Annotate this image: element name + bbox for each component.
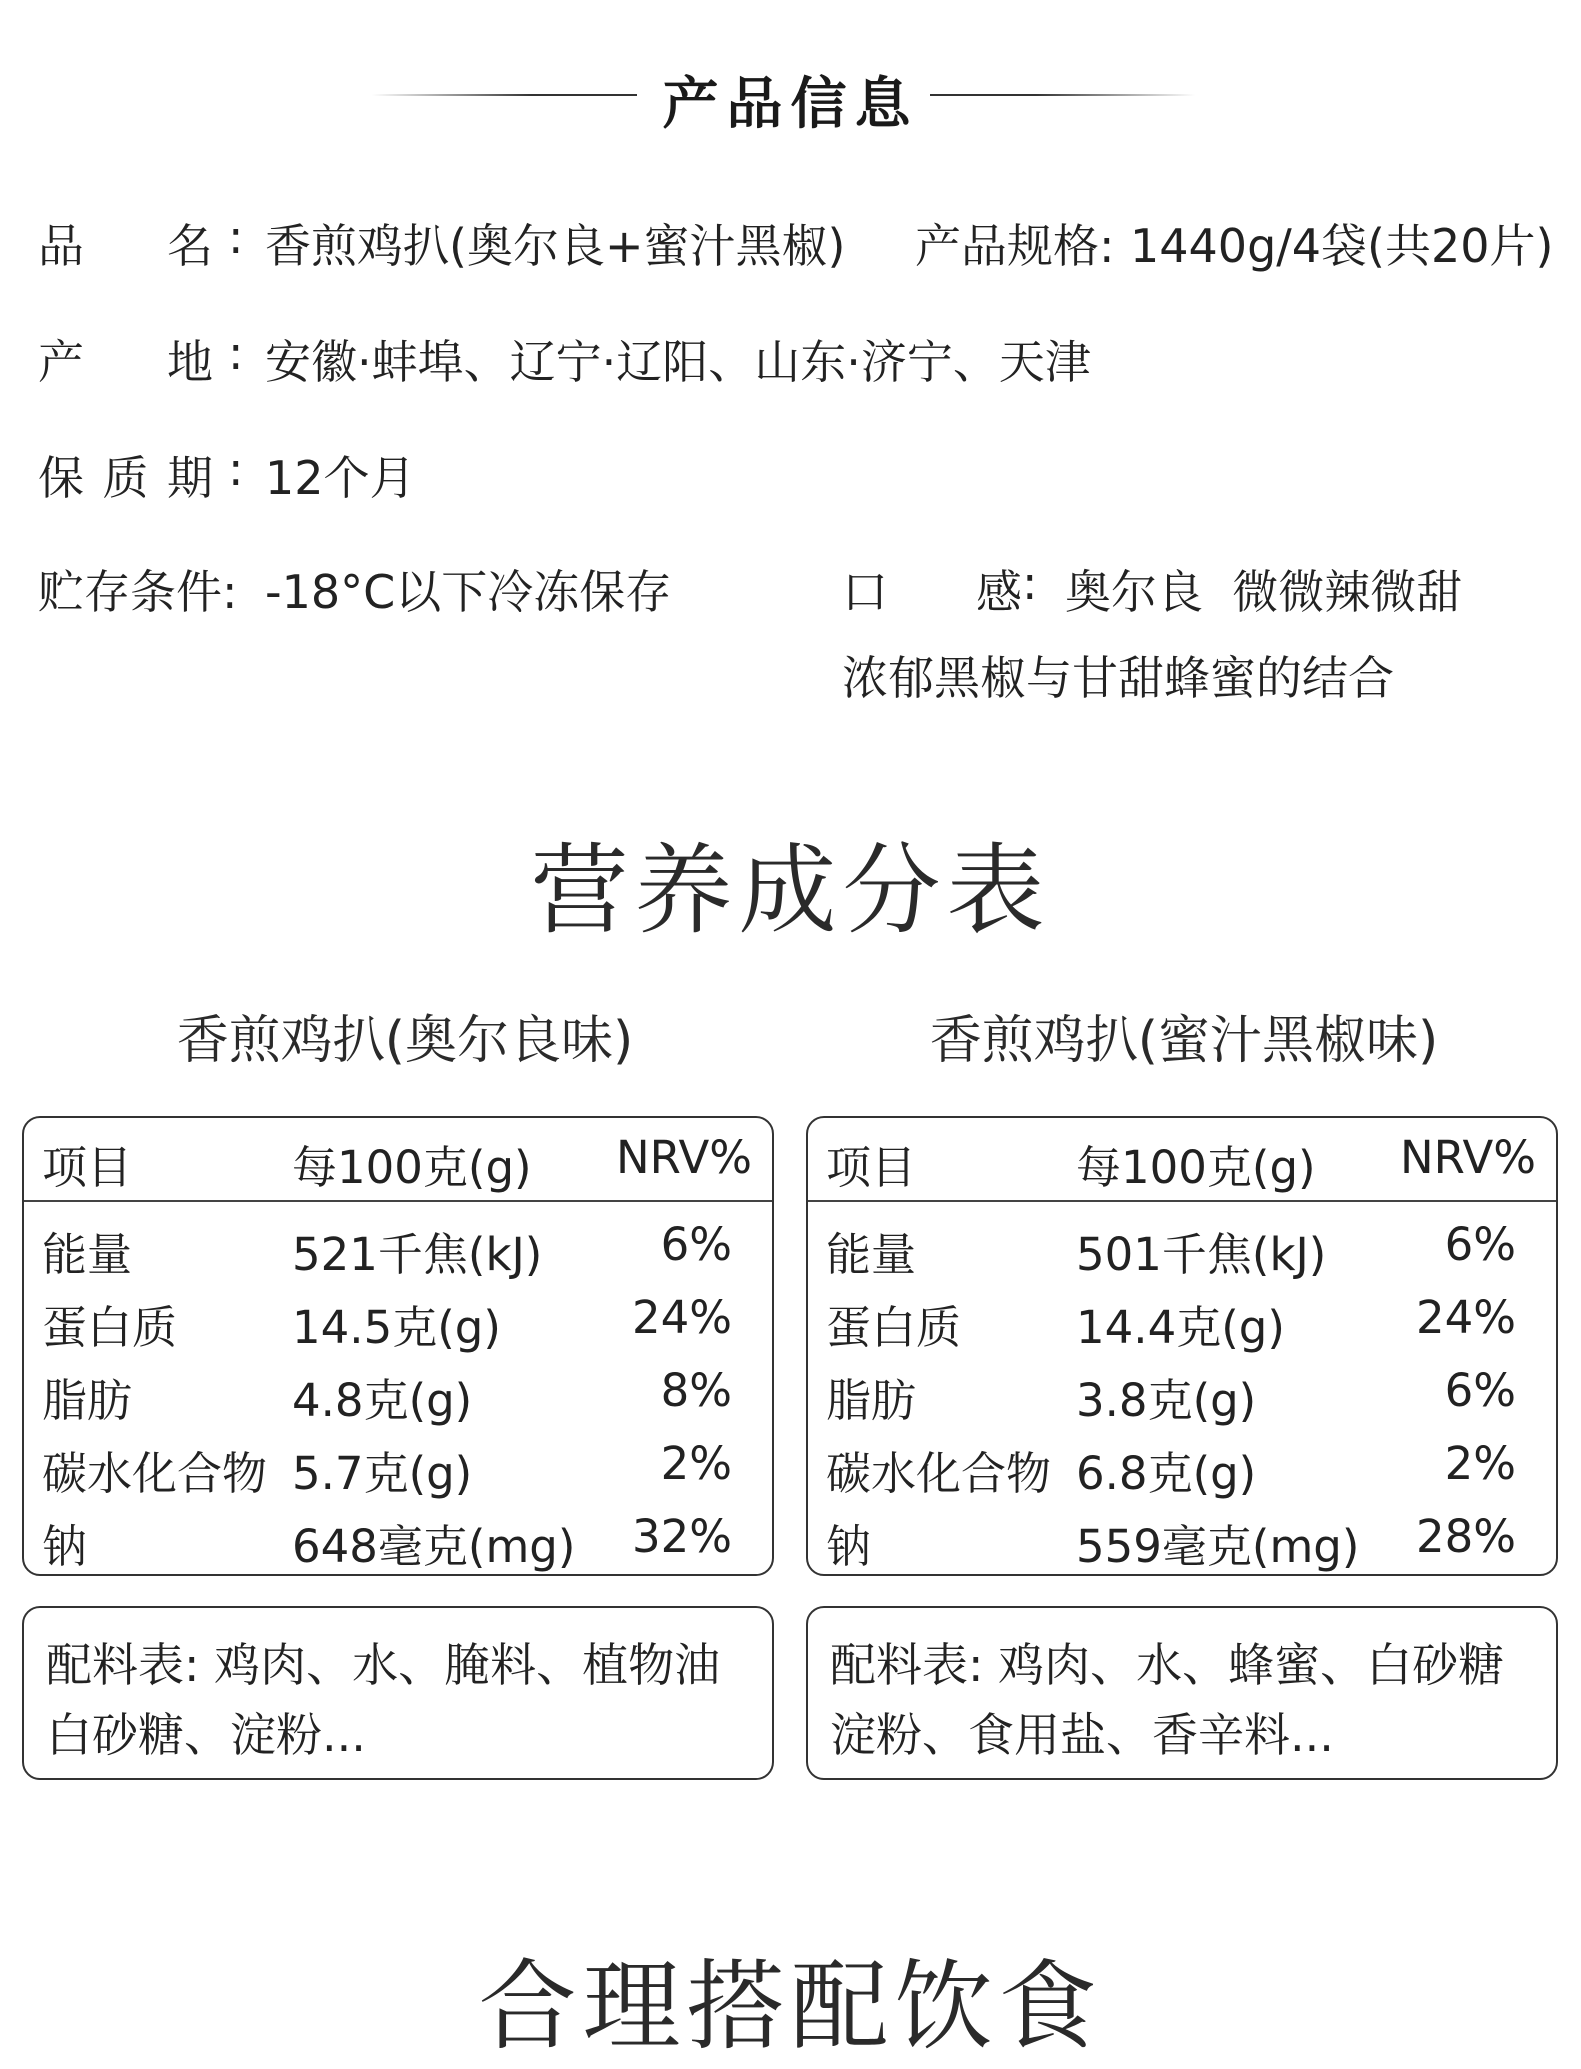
info-value-origin: 安徽·蚌埠、辽宁·辽阳、山东·济宁、天津 [265,335,1091,389]
info-row-name: 品 名 : 香煎鸡扒(奥尔良+蜜汁黑椒) 产品规格: 1440g/4袋(共20片) [0,210,1581,270]
info-label-name: 品 名 [38,219,213,273]
info-value-spec: 1440g/4袋(共20片) [1130,219,1554,273]
ingredients-text-cont: 淀粉、食用盐、香辛料... [830,1708,1334,1762]
info-value-taste: 奥尔良 微微辣微甜 [1065,565,1463,619]
info-label-shelf-life: 保 质 期 [38,451,213,505]
section-title-nutrition: 营养成分表 [530,834,1051,948]
info-value-taste-desc: 浓郁黑椒与甘甜蜂蜜的结合 [842,651,1394,705]
section-title-diet: 合理搭配饮食 [478,1950,1103,2064]
info-label-storage: 贮存条件: [38,565,238,619]
ingredients-text: 配料表: 鸡肉、水、腌料、植物油 [46,1638,721,1692]
info-value-storage: -18°C以下冷冻保存 [265,565,672,619]
section-title-product-info: 产品信息 [662,72,919,137]
info-row-storage: 贮存条件: -18°C以下冷冻保存 口 感 : 奥尔良 微微辣微甜 浓郁黑椒与甘甜蜂蜜的结合 [0,556,1581,696]
table-header-row: 项目 每100克(g) NRV% [808,1118,1556,1202]
nutrition-table-black-pepper: 项目 每100克(g) NRV% 能量 501千焦(kJ) 6% 蛋白质 14.4克(g) 24% 脂肪 3.8克(g) 6% 碳水化合物 6.8克(g) 2% 钠 559毫克(mg) 28% [806,1116,1558,1576]
ingredients-text-cont: 白砂糖、淀粉... [46,1708,366,1762]
ingredients-box-black-pepper [806,1606,1558,1780]
header-divider-right [930,94,1195,96]
info-label-spec: 产品规格: [915,219,1115,273]
nutrition-table-orleans: 项目 每100克(g) NRV% 能量 521千焦(kJ) 6% 蛋白质 14.5克(g) 24% 脂肪 4.8克(g) 8% 碳水化合物 5.7克(g) 2% 钠 648毫克(mg) 32% [22,1116,774,1576]
info-value-name: 香煎鸡扒(奥尔良+蜜汁黑椒) [265,219,846,273]
info-label-origin: 产 地 [38,335,213,389]
info-label-taste: 口 感 [842,565,1022,619]
info-row-shelf-life: 保 质 期 : 12个月 [0,442,1581,502]
info-value-shelf-life: 12个月 [265,451,416,505]
info-row-origin: 产 地 : 安徽·蚌埠、辽宁·辽阳、山东·济宁、天津 [0,326,1581,386]
ingredients-text: 配料表: 鸡肉、水、蜂蜜、白砂糖 [830,1638,1505,1692]
table-title-black-pepper: 香煎鸡扒(蜜汁黑椒味) [929,1011,1439,1071]
table-header-row: 项目 每100克(g) NRV% [24,1118,772,1202]
table-title-orleans: 香煎鸡扒(奥尔良味) [176,1011,634,1071]
ingredients-box-orleans [22,1606,774,1780]
